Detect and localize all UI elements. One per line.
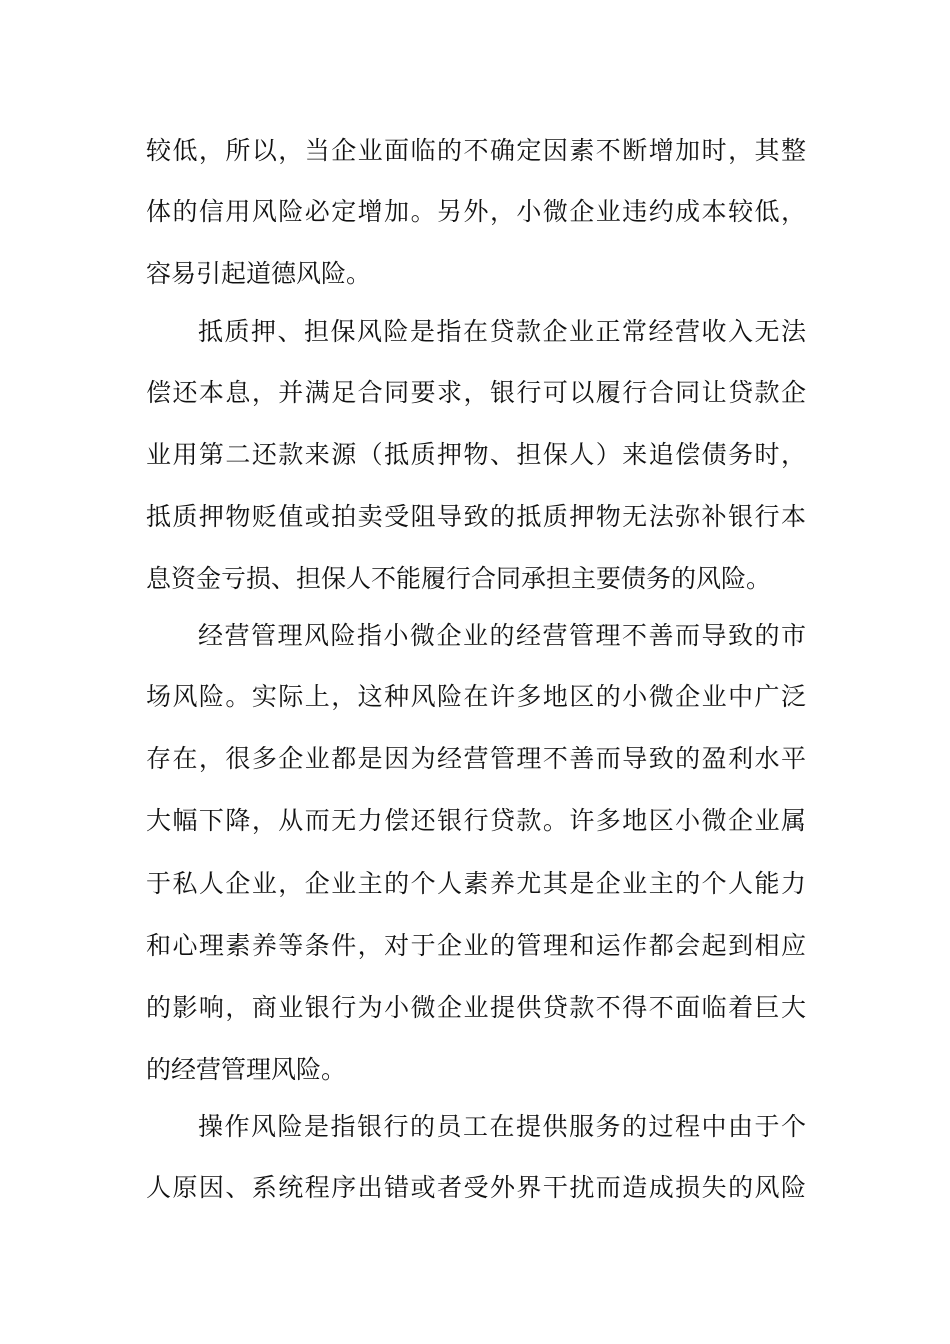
text-line: 人原因、系统程序出错或者受外界干扰而造成损失的风险 bbox=[146, 1173, 806, 1202]
text-line: 和心理素养等条件，对于企业的管理和运作都会起到相应 bbox=[146, 931, 806, 960]
text-line: 于私人企业，企业主的个人素养尤其是企业主的个人能力 bbox=[146, 869, 806, 898]
text-line: 的经营管理风险。 bbox=[146, 1055, 347, 1084]
text-line: 较低，所以，当企业面临的不确定因素不断增加时，其整 bbox=[146, 136, 806, 165]
paragraph-first-line: 抵质押、担保风险是指在贷款企业正常经营收入无法 bbox=[198, 317, 806, 346]
text-line: 存在，很多企业都是因为经营管理不善而导致的盈利水平 bbox=[146, 744, 806, 773]
text-line: 抵质押物贬值或拍卖受阻导致的抵质押物无法弥补银行本 bbox=[146, 502, 806, 531]
text-line: 偿还本息，并满足合同要求，银行可以履行合同让贷款企 bbox=[146, 378, 806, 407]
text-line: 大幅下降，从而无力偿还银行贷款。许多地区小微企业属 bbox=[146, 806, 806, 835]
text-line: 体的信用风险必定增加。另外，小微企业违约成本较低， bbox=[146, 197, 806, 226]
paragraph-first-line: 操作风险是指银行的员工在提供服务的过程中由于个 bbox=[198, 1112, 806, 1141]
text-line: 的影响，商业银行为小微企业提供贷款不得不面临着巨大 bbox=[146, 993, 806, 1022]
text-line: 业用第二还款来源（抵质押物、担保人）来追偿债务时， bbox=[146, 440, 806, 469]
text-line: 息资金亏损、担保人不能履行合同承担主要债务的风险。 bbox=[146, 564, 772, 593]
paragraph-first-line: 经营管理风险指小微企业的经营管理不善而导致的市 bbox=[198, 621, 806, 650]
text-line: 容易引起道德风险。 bbox=[146, 259, 372, 288]
text-line: 场风险。实际上，这种风险在许多地区的小微企业中广泛 bbox=[146, 682, 806, 711]
